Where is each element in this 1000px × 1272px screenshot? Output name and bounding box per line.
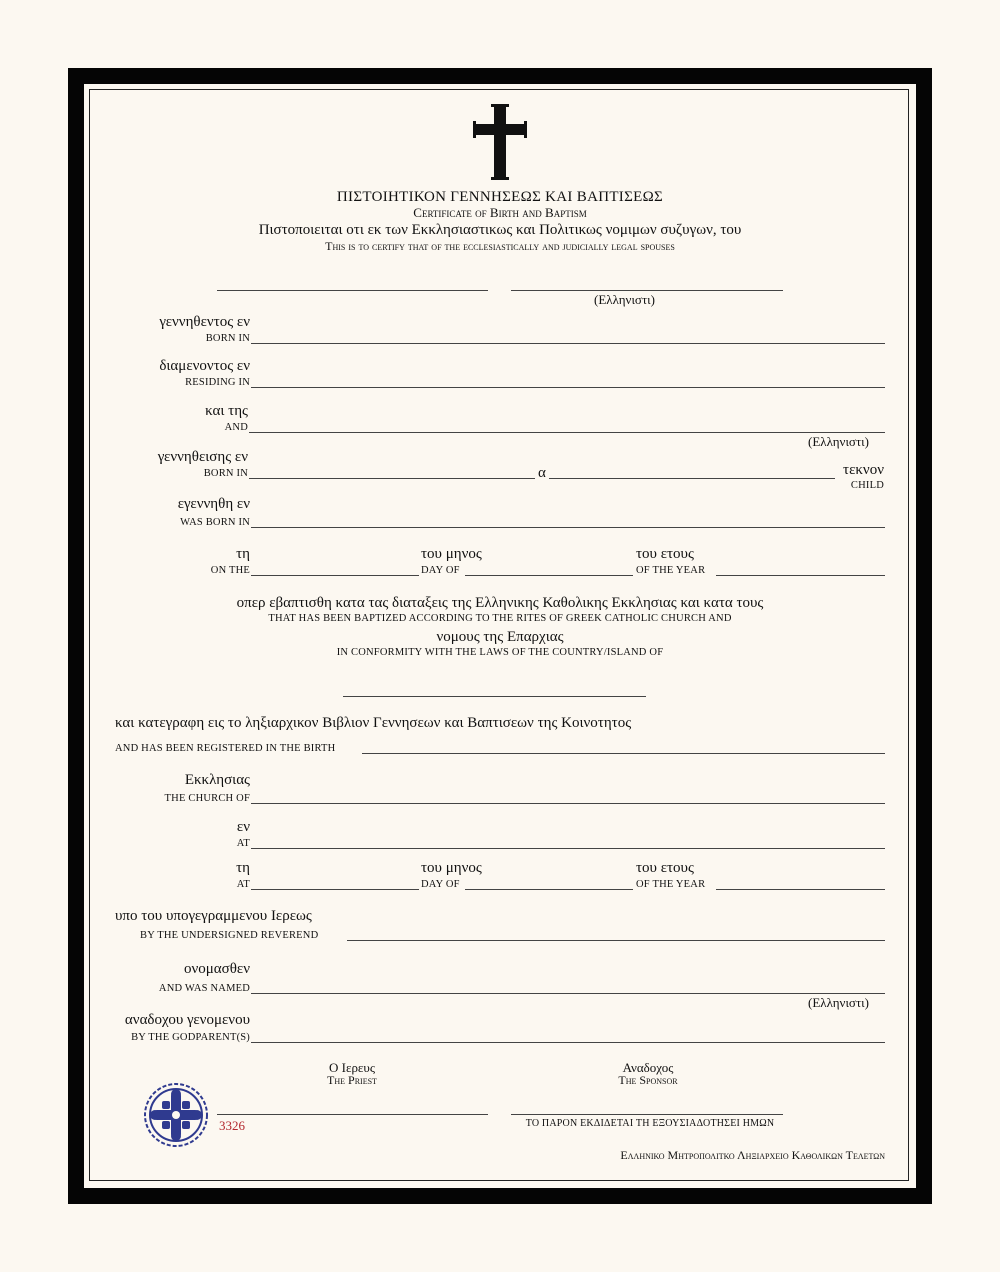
issuer-text: Ελληνικο Μητροπολιτκο Ληξιαρχειο Καθολικων Τελετων	[620, 1148, 885, 1162]
reverend-field[interactable]	[347, 940, 885, 941]
province-text-english: IN CONFORMITY WITH THE LAWS OF THE COUNTRY/ISLAND OF	[336, 647, 664, 658]
father-name-greek-field[interactable]	[511, 290, 783, 291]
alpha-label: α	[538, 465, 546, 481]
day-label-greek: τη	[236, 546, 250, 562]
godparent-field[interactable]	[251, 1042, 885, 1043]
sponsor-label-greek: Αναδοχος	[622, 1060, 674, 1075]
priest-label-english: The Priest	[327, 1073, 377, 1087]
church-label-greek: Εκκλησιας	[184, 772, 250, 788]
born-in-label-english: BORN IN	[205, 333, 250, 344]
title-english: Certificate of Birth and Baptism	[413, 205, 587, 220]
baptism-day-label-greek: τη	[236, 860, 250, 876]
authority-text: ΤΟ ΠΑΡΟΝ ΕΚΔΙΔΕΤΑΙ ΤΗ ΕΞΟΥΣΙΑΔΟΤΗΣΕΙ ΗΜΩΝ	[525, 1118, 775, 1129]
country-field[interactable]	[343, 696, 646, 697]
baptism-day-label-english: AT	[236, 879, 250, 890]
baptism-year-label-greek: του ετους	[636, 860, 694, 876]
birth-registry-field[interactable]	[362, 753, 885, 754]
province-text-greek: νομους της Επαρχιας	[436, 629, 564, 645]
registry-text-greek: και κατεγραφη εις το ληξιαρχικον Βιβλιον Γεννησεων και Βαπτισεων της Κοινοτητος	[115, 715, 632, 731]
registry-text-english: AND HAS BEEN REGISTERED IN THE BIRTH	[115, 743, 336, 754]
birth-day-field[interactable]	[251, 575, 419, 576]
greek-note-mother: (Ελληνιστι)	[808, 434, 869, 449]
church-field[interactable]	[251, 803, 885, 804]
baptism-year-field[interactable]	[716, 889, 885, 890]
title-greek: ΠΙΣΤΟΙΗΤΙΚΟΝ ΓΕΝΝΗΣΕΩΣ ΚΑΙ ΒΑΠΤΙΣΕΩΣ	[336, 189, 664, 205]
father-name-field[interactable]	[217, 290, 488, 291]
baptism-month-field[interactable]	[465, 889, 633, 890]
sponsor-label-english: The Sponsor	[618, 1073, 678, 1087]
greek-note-name: (Ελληνιστι)	[808, 995, 869, 1010]
sponsor-signature-field[interactable]	[511, 1114, 783, 1115]
and-label-english: AND	[224, 422, 248, 433]
mother-born-in-label-greek: γεννηθεισης εν	[157, 449, 248, 465]
mother-born-in-label-english: BORN IN	[203, 468, 248, 479]
baptism-day-field[interactable]	[251, 889, 419, 890]
was-born-in-label-greek: εγεννηθη εν	[177, 496, 250, 512]
priest-label-greek: Ο Ιερευς	[329, 1060, 375, 1075]
reverend-label-greek: υπο του υπογεγραμμενου Ιερεως	[115, 908, 312, 924]
mother-born-in-field[interactable]	[249, 478, 535, 479]
child-label-greek: τεκνον	[843, 462, 884, 478]
residing-in-label-english: RESIDING IN	[185, 377, 250, 388]
month-label-english: DAY OF	[421, 565, 460, 576]
baptism-month-label-greek: του μηνος	[421, 860, 482, 876]
intro-english: This is to certify that of the ecclesiastically and judicially legal spouses	[325, 239, 675, 253]
named-label-english: AND WAS NAMED	[158, 983, 250, 994]
child-label-english: CHILD	[850, 480, 884, 491]
church-label-english: THE CHURCH OF	[164, 793, 250, 804]
intro-greek: Πιστοποιειται οτι εκ των Εκκλησιαστικως και Πολιτικως νομιμων συζυγων, του	[258, 222, 742, 238]
greek-note: (Ελληνιστι)	[594, 292, 655, 307]
serial-number: 3326	[219, 1118, 245, 1133]
was-born-in-field[interactable]	[251, 527, 885, 528]
born-in-field[interactable]	[251, 343, 885, 344]
baptism-text-english: THAT HAS BEEN BAPTIZED ACCORDING TO THE RITES OF GREEK CATHOLIC CHURCH AND	[268, 613, 732, 624]
mother-name-field[interactable]	[249, 432, 885, 433]
at-label-greek: εν	[236, 819, 250, 835]
child-name-field[interactable]	[251, 993, 885, 994]
year-label-greek: του ετους	[636, 546, 694, 562]
birth-year-field[interactable]	[716, 575, 885, 576]
year-label-english: OF THE YEAR	[636, 565, 706, 576]
born-in-label-greek: γεννηθεντος εν	[159, 314, 250, 330]
at-field[interactable]	[251, 848, 885, 849]
reverend-label-english: BY THE UNDERSIGNED REVEREND	[140, 930, 319, 941]
at-label-english: AT	[236, 838, 250, 849]
and-label-greek: και της	[205, 403, 248, 419]
was-born-in-label-english: WAS BORN IN	[180, 517, 250, 528]
month-label-greek: του μηνος	[421, 546, 482, 562]
godparent-label-greek: αναδοχου γενομενου	[124, 1012, 250, 1028]
baptism-month-label-english: DAY OF	[421, 879, 460, 890]
cross-icon	[473, 104, 527, 180]
godparent-label-english: BY THE GODPARENT(S)	[131, 1032, 250, 1043]
named-label-greek: ονομασθεν	[183, 961, 250, 977]
baptism-text-greek: οπερ εβαπτισθη κατα τας διαταξεις της Ελληνικης Καθολικης Εκκλησιας και κατα τους	[236, 595, 764, 611]
seal-emblem-icon	[142, 1081, 210, 1149]
baptism-year-label-english: OF THE YEAR	[636, 879, 706, 890]
residing-in-field[interactable]	[251, 387, 885, 388]
residing-in-label-greek: διαμενοντος εν	[159, 358, 250, 374]
day-label-english: ON THE	[210, 565, 250, 576]
priest-signature-field[interactable]	[217, 1114, 488, 1115]
birth-month-field[interactable]	[465, 575, 633, 576]
